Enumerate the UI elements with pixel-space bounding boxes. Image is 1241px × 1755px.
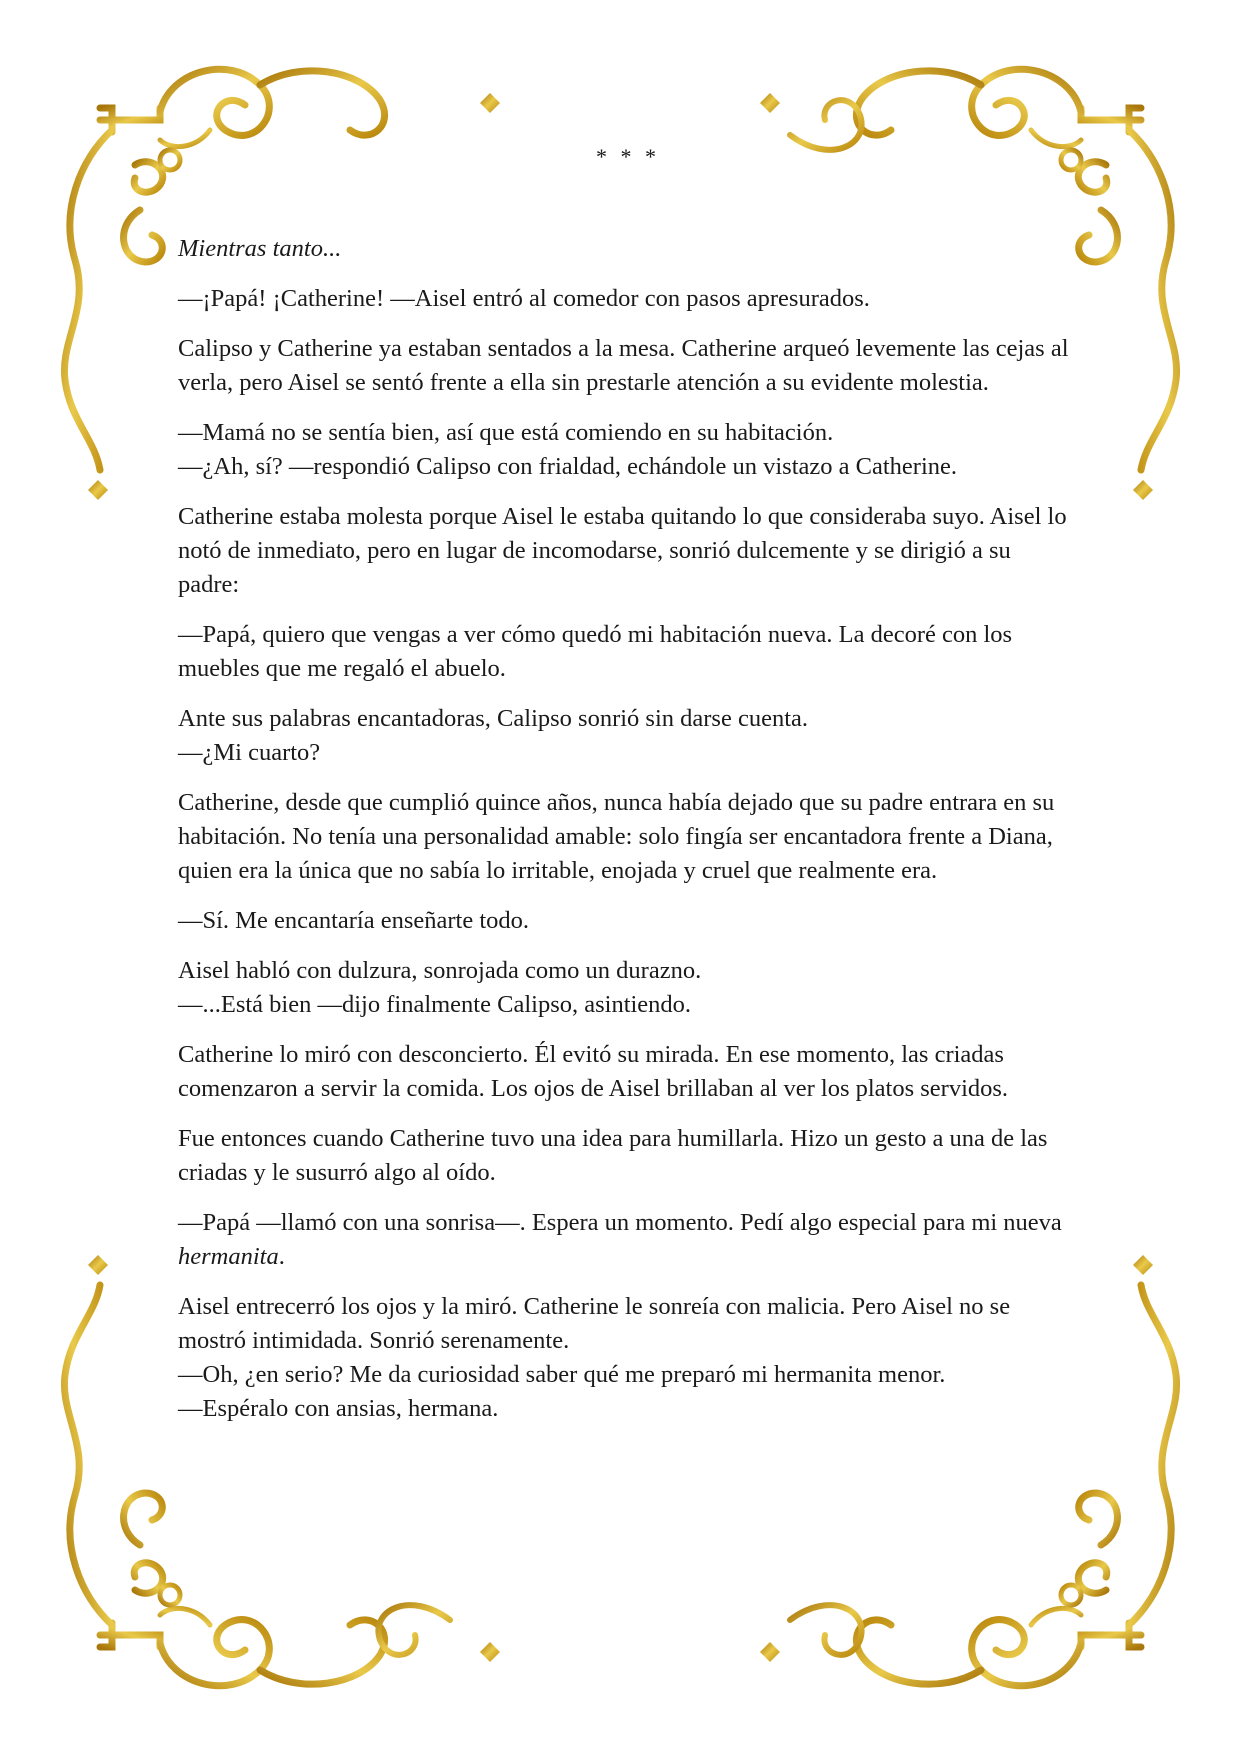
scene-separator: * * * (596, 144, 660, 169)
paragraph: Calipso y Catherine ya estaban sentados a la mesa. Catherine arqueó levemente las cejas al verla, pero Aisel se sentó frente a ella sin prestarle atención a su evidente molestia. (178, 335, 1069, 396)
paragraph: Fue entonces cuando Catherine tuvo una idea para humillarla. Hizo un gesto a una de las criadas y le susurró algo al oído. (178, 1125, 1048, 1186)
story-page (178, 140, 1078, 1442)
paragraph: Ante sus palabras encantadoras, Calipso sonrió sin darse cuenta. —¿Mi cuarto? (178, 705, 809, 766)
opening-line: Mientras tanto... (178, 235, 342, 262)
paragraph: Catherine lo miró con desconcierto. Él evitó su mirada. En ese momento, las criadas comenzaron a servir la comida. Los ojos de Aisel brillaban al ver los platos servidos. (178, 1041, 1009, 1102)
paragraph: —Sí. Me encantaría enseñarte todo. (178, 907, 530, 934)
paragraph: —Papá —llamó con una sonrisa—. Espera un momento. Pedí algo especial para mi nueva hermanita. (178, 1209, 1062, 1270)
emphasis: hermanita (178, 1243, 279, 1270)
paragraph: Catherine, desde que cumplió quince años, nunca había dejado que su padre entrara en su habitación. No tenía una personalidad amable: solo fingía ser encantadora frente a Diana, quien era la única que no sabía lo irritable, enojada y cruel que realmente era. (178, 789, 1055, 884)
paragraph: Aisel habló con dulzura, sonrojada como un durazno. —...Está bien —dijo finalmente Calipso, asintiendo. (178, 957, 702, 1018)
paragraph: —¡Papá! ¡Catherine! —Aisel entró al comedor con pasos apresurados. (178, 285, 870, 312)
paragraph: Aisel entrecerró los ojos y la miró. Catherine le sonreía con malicia. Pero Aisel no se mostró intimidada. Sonrió serenamente. —Oh, ¿en serio? Me da curiosidad saber qué me preparó mi hermanita menor. —Espéralo con ansias, hermana. (178, 1293, 1011, 1422)
paragraph: —Mamá no se sentía bien, así que está comiendo en su habitación. —¿Ah, sí? —respondió Calipso con frialdad, echándole un vistazo a Catherine. (178, 419, 958, 480)
paragraph: Catherine estaba molesta porque Aisel le estaba quitando lo que consideraba suyo. Aisel lo notó de inmediato, pero en lugar de incomodarse, sonrió dulcemente y se dirigió a su padre: (178, 503, 1067, 598)
paragraph: —Papá, quiero que vengas a ver cómo quedó mi habitación nueva. La decoré con los muebles que me regaló el abuelo. (178, 621, 1013, 682)
